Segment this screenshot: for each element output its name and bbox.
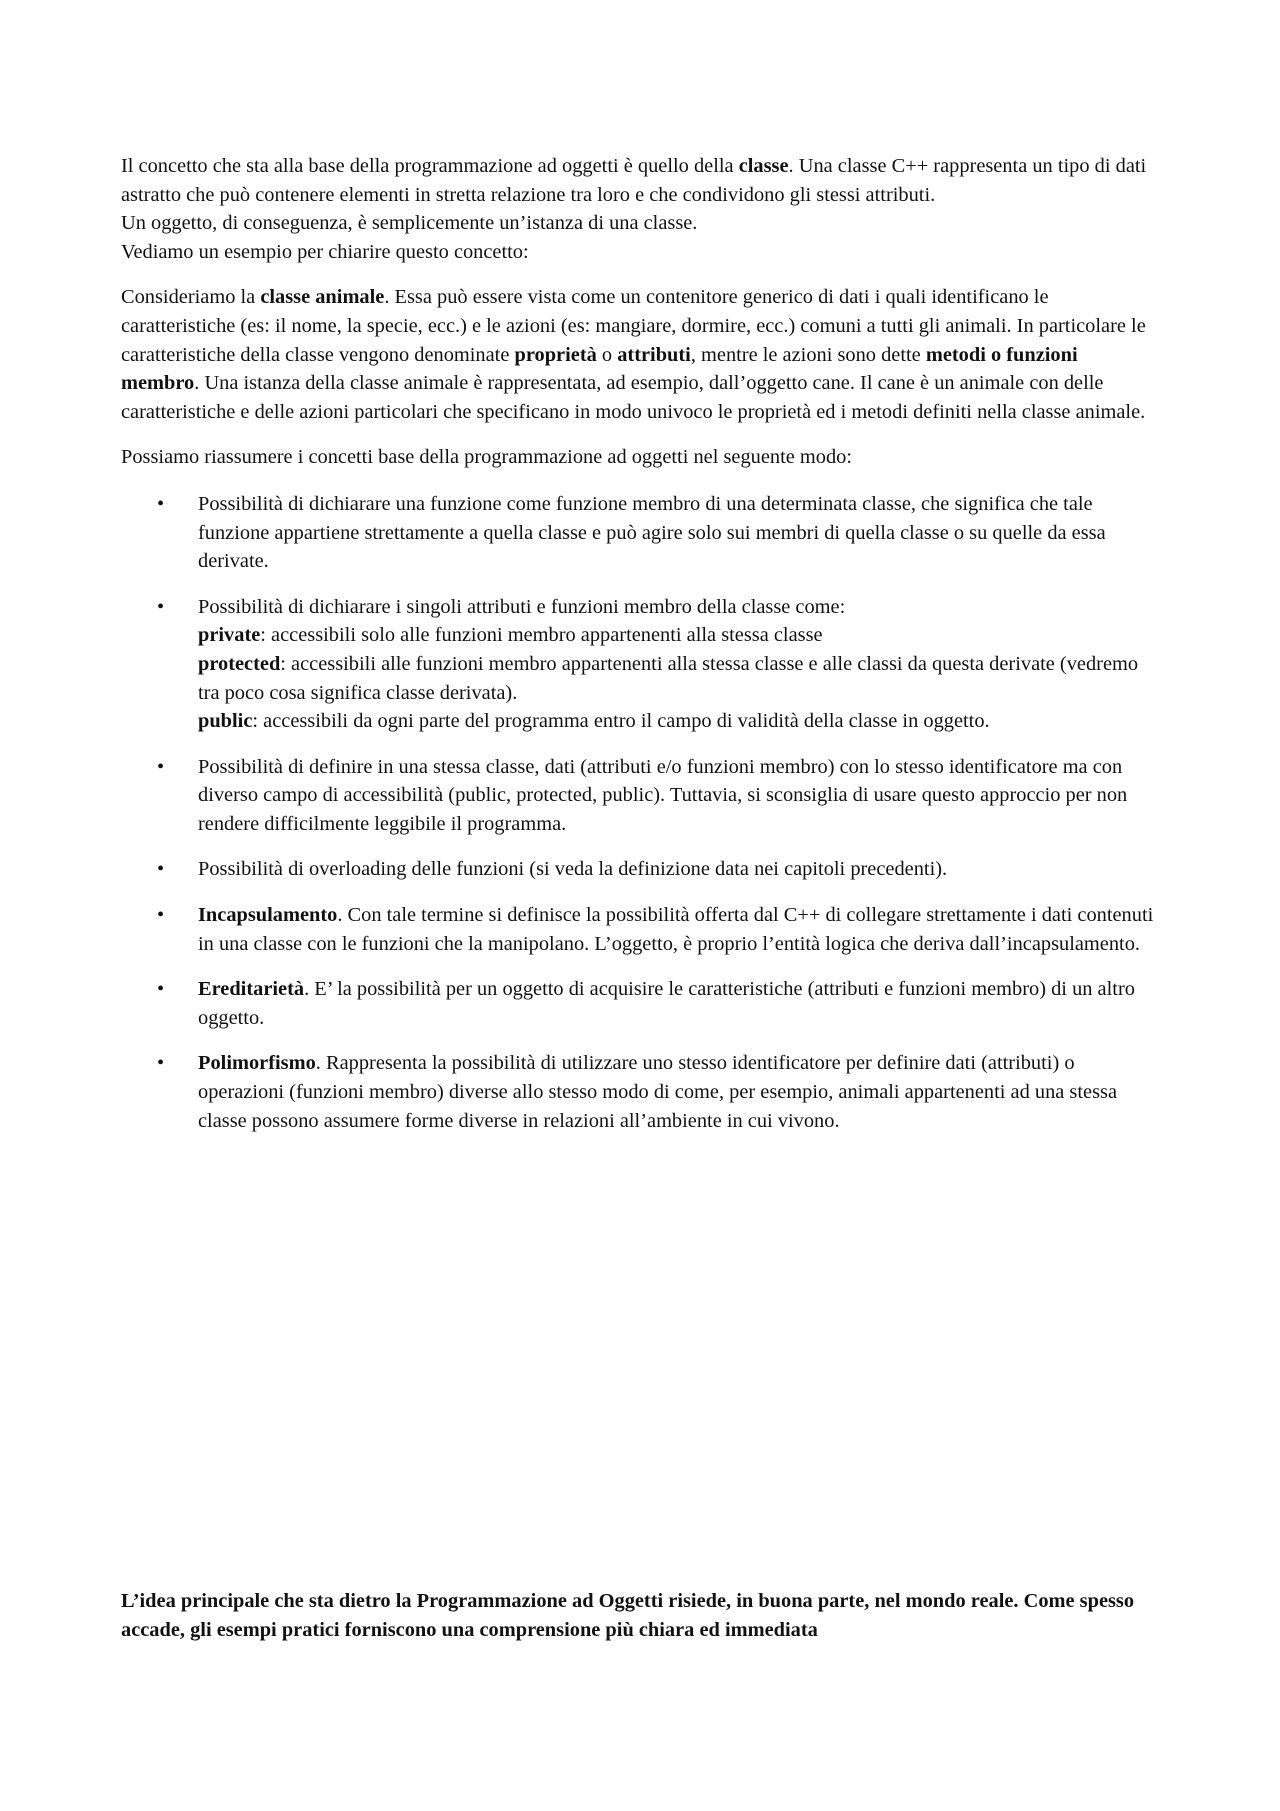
list-item-text: Possibilità di definire in una stessa classe, dati (attributi e/o funzioni membro) con lo stesso identificatore ma con diverso campo di accessibilità (public, protected, public). Tuttavia, si sconsiglia di usare questo approccio per non rendere difficilmente leggibile il programma. xyxy=(198,755,1128,835)
paragraph-gap xyxy=(121,426,1161,443)
paragraph-class-concept xyxy=(121,152,1161,209)
concepts-list xyxy=(121,490,1161,1135)
bold-term-attributi: attributi xyxy=(617,343,691,366)
paragraph-example-intro: Vediamo un esempio per chiarire questo concetto: xyxy=(121,240,529,263)
text-span: : accessibili alle funzioni membro appartenenti alla stessa classe e alle classi da questa derivate (vedremo tra poco cosa significa classe derivata). xyxy=(198,652,1139,704)
list-item xyxy=(121,975,1161,1032)
bold-term-classe-animale: classe animale xyxy=(260,286,385,309)
bold-term-public: public xyxy=(198,710,253,733)
list-item-text: Possibilità di dichiarare i singoli attributi e funzioni membro della classe come: xyxy=(198,595,846,618)
bullet: • xyxy=(157,978,165,1001)
document-body xyxy=(121,152,1161,1152)
paragraph-animal-example xyxy=(121,283,1161,426)
bold-term-private: private xyxy=(198,624,261,647)
bullet: • xyxy=(157,595,165,618)
bold-term-protected: protected xyxy=(198,652,281,675)
list-item xyxy=(121,855,1161,884)
list-item-text: . Con tale termine si definisce la possibilità offerta dal C++ di collegare strettamente i dati contenuti in una classe con le funzioni che la manipolano. L’oggetto, è proprio l’entità logica che deriva dall’incapsulamento. xyxy=(198,904,1154,955)
text-span: : accessibili da ogni parte del programma entro il campo di validità della classe in oggetto. xyxy=(252,710,990,733)
bold-term-metodi: metodi o funzioni membro xyxy=(121,343,1078,395)
list-item-text: Possibilità di dichiarare una funzione come funzione membro di una determinata classe, che significa che tale funzione appartiene strettamente a quella classe e può agire solo sui membri di quella classe o su quelle da essa derivate. xyxy=(198,492,1106,573)
bullet: • xyxy=(157,858,165,881)
text-span: . Essa può essere vista come un contenitore generico di dati i quali identificano le caratteristiche (es: il nome, la specie, ecc.) e le azioni (es: mangiare, dormire, ecc.) comuni a tutti gli animali. In particolare le caratteristiche della classe vengono denominate xyxy=(121,286,1146,366)
text-span: , mentre le azioni sono dette xyxy=(690,343,926,366)
paragraph-gap xyxy=(121,266,1161,283)
list-item xyxy=(121,490,1161,576)
list-item xyxy=(121,901,1161,958)
paragraph-main-idea: L’idea principale che sta dietro la Programmazione ad Oggetti risiede, in buona parte, nel mondo reale. Come spesso accade, gli esempi pratici forniscono una comprensione più chiara ed immediata xyxy=(121,1590,1135,1641)
paragraph-summary-intro: Possiamo riassumere i concetti base della programmazione ad oggetti nel seguente modo: xyxy=(121,446,853,469)
list-item-text: . Rappresenta la possibilità di utilizzare uno stesso identificatore per definire dati (attributi) o operazioni (funzioni membro) diverse allo stesso modo di come, per esempio, animali appartenenti ad una stessa classe possono assumere forme diverse in relazioni all’ambiente in cui vivono. xyxy=(198,1052,1118,1132)
access-protected xyxy=(198,650,1161,707)
paragraph-object-definition: Un oggetto, di conseguenza, è semplicemente un’istanza di una classe. xyxy=(121,212,698,235)
bold-term-proprieta: proprietà xyxy=(514,343,597,366)
bold-term-incapsulamento: Incapsulamento xyxy=(198,904,338,927)
text-span: . Una istanza della classe animale è rappresentata, ad esempio, dall’oggetto cane. Il cane è un animale con delle caratteristiche e delle azioni particolari che specificano in modo univoco le proprietà ed i metodi definiti nella classe animale. xyxy=(121,372,1146,423)
text-span: Consideriamo la xyxy=(121,286,261,309)
list-item xyxy=(121,1049,1161,1135)
access-public xyxy=(198,707,1161,736)
list-item-text: . E’ la possibilità per un oggetto di acquisire le caratteristiche (attributi e funzioni membro) di un altro oggetto. xyxy=(198,978,1135,1029)
bullet: • xyxy=(157,492,165,515)
bullet: • xyxy=(157,904,165,927)
access-private xyxy=(198,621,1161,650)
bold-term-classe: classe xyxy=(738,155,789,177)
bullet: • xyxy=(157,1052,165,1075)
text-span: o xyxy=(596,343,618,366)
bold-term-ereditarieta: Ereditarietà xyxy=(198,978,305,1001)
list-item xyxy=(121,593,1161,736)
text-span: : accessibili solo alle funzioni membro appartenenti alla stessa classe xyxy=(260,624,823,647)
text-span: Il concetto che sta alla base della programmazione ad oggetti è quello della xyxy=(121,155,739,177)
text-span: . Una classe C++ rappresenta un tipo di dati astratto che può contenere elementi in stretta relazione tra loro e che condividono gli stessi attributi. xyxy=(121,155,1147,206)
list-item xyxy=(121,753,1161,839)
bold-term-polimorfismo: Polimorfismo xyxy=(198,1052,316,1075)
bullet: • xyxy=(157,755,165,778)
list-item-text: Possibilità di overloading delle funzioni (si veda la definizione data nei capitoli precedenti). xyxy=(198,858,948,881)
